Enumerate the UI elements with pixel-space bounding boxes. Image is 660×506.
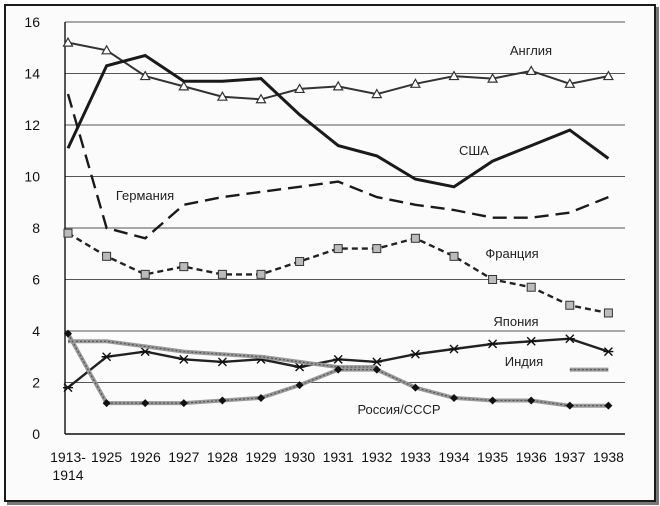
series-label: Россия/СССР <box>357 402 441 417</box>
star-marker <box>488 340 498 348</box>
star-marker <box>372 358 382 366</box>
square-marker <box>373 245 381 253</box>
star-marker <box>565 335 575 343</box>
square-marker <box>64 229 72 237</box>
square-marker <box>604 309 612 317</box>
star-marker <box>102 353 112 361</box>
star-marker <box>526 337 536 345</box>
series-label: Япония <box>493 314 539 329</box>
square-marker <box>566 301 574 309</box>
star-marker <box>410 350 420 358</box>
x-tick-label: 1936 <box>515 449 547 465</box>
x-tick-label: 1937 <box>554 449 586 465</box>
square-marker <box>489 276 497 284</box>
star-marker <box>179 355 189 363</box>
square-marker <box>257 270 265 278</box>
diamond-marker <box>527 397 535 405</box>
square-marker <box>296 257 304 265</box>
diamond-marker <box>141 399 149 407</box>
square-marker <box>103 252 111 260</box>
x-tick-label: 1928 <box>206 449 238 465</box>
series-германия <box>68 94 608 238</box>
x-tick-label: 1938 <box>592 449 624 465</box>
square-marker <box>141 270 149 278</box>
series-band <box>68 341 377 367</box>
x-tick-label: 1934 <box>438 449 470 465</box>
y-tick-label: 10 <box>24 168 40 185</box>
diamond-marker <box>489 397 497 405</box>
series-label: США <box>459 143 489 158</box>
x-tick-label: 1927 <box>168 449 200 465</box>
y-tick-label: 12 <box>24 117 40 133</box>
square-marker <box>527 283 535 291</box>
series-label: Англия <box>509 43 553 58</box>
diamond-marker <box>180 399 188 407</box>
square-marker <box>218 270 226 278</box>
x-tick-label: 1929 <box>245 449 277 465</box>
x-tick-label: 1932 <box>361 449 393 465</box>
x-tick-label: 1930 <box>284 449 316 465</box>
star-marker <box>333 355 343 363</box>
y-tick-label: 6 <box>32 271 40 288</box>
y-tick-label: 8 <box>32 220 40 236</box>
series-label: Франция <box>485 246 539 261</box>
triangle-marker <box>527 66 536 74</box>
star-marker <box>603 348 613 356</box>
diamond-marker <box>218 397 226 405</box>
series-label: Германия <box>115 188 175 203</box>
diamond-marker <box>566 402 574 410</box>
y-tick-label: 0 <box>32 426 40 442</box>
y-tick-label: 14 <box>24 65 40 82</box>
x-tick-label: 1935 <box>477 449 509 465</box>
triangle-marker <box>604 72 613 80</box>
x-tick-label: 1931 <box>322 449 354 465</box>
x-tick-label: 1925 <box>91 449 123 465</box>
diamond-marker <box>604 402 612 410</box>
y-tick-label: 2 <box>32 374 40 391</box>
y-tick-label: 4 <box>32 323 40 339</box>
star-marker <box>63 384 73 392</box>
square-marker <box>450 252 458 260</box>
series-сша <box>68 56 608 187</box>
series-франция <box>64 229 612 317</box>
square-marker <box>334 245 342 253</box>
square-marker <box>180 263 188 271</box>
star-marker <box>449 345 459 353</box>
star-marker <box>217 358 227 366</box>
series-line <box>68 56 608 187</box>
series-line <box>68 94 608 238</box>
x-tick-label: 1926 <box>129 449 161 465</box>
triangle-marker <box>141 72 150 80</box>
x-tick-label: 1933 <box>399 449 431 465</box>
y-tick-label: 16 <box>24 14 40 30</box>
series-label: Индия <box>504 354 544 369</box>
square-marker <box>411 234 419 242</box>
x-tick-label: 1913-1914 <box>50 449 86 483</box>
